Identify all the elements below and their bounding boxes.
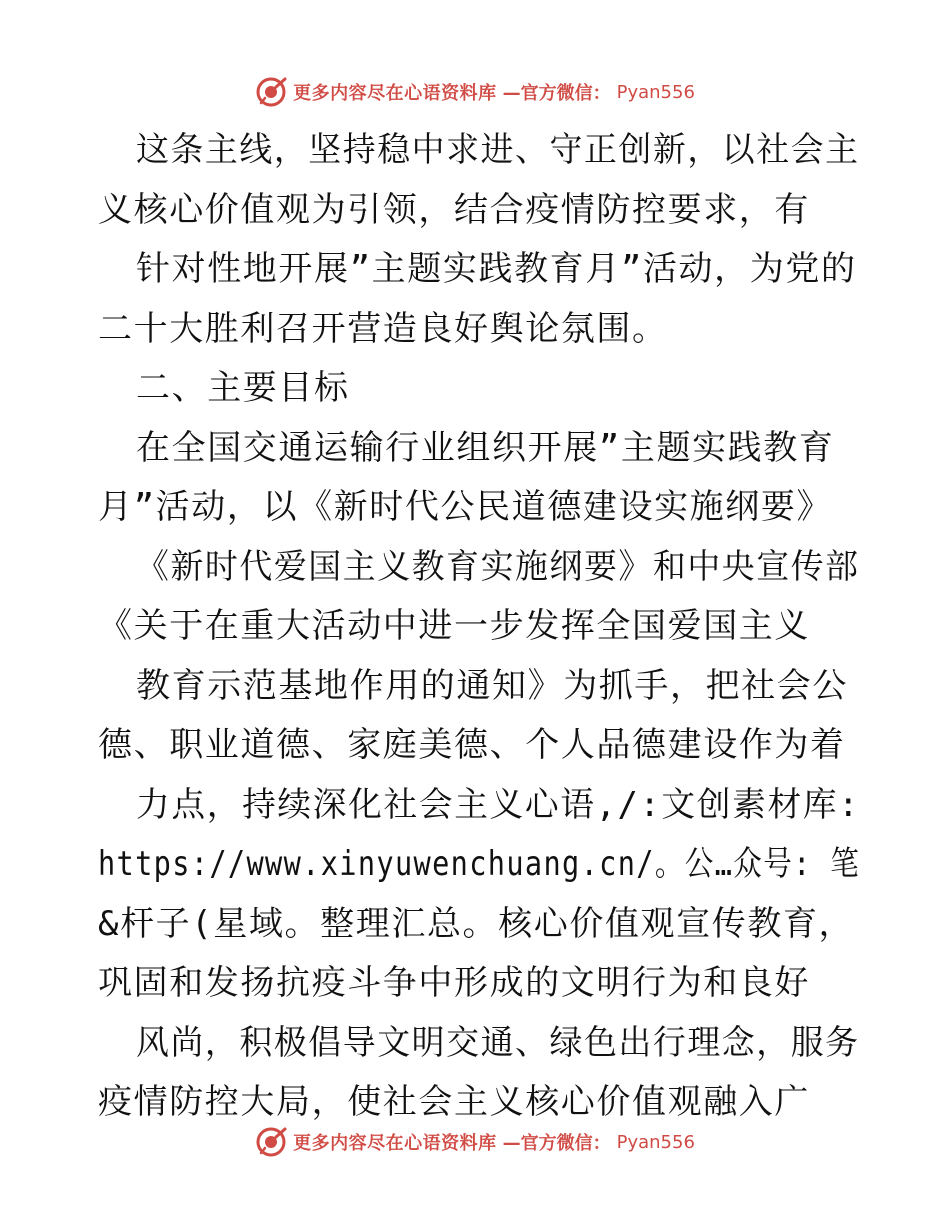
paragraph-line: 风尚，积极倡导文明交通、绿色出行理念，服务 [136,1022,860,1063]
paragraph-line: 义核心价值观为引领，结合疫情防控要求，有 [98,189,810,230]
paragraph-line: 针对性地开展”主题实践教育月”活动，为党的 [136,249,857,289]
watermark-library-text: 更多内容尽在心语资料库 [293,1133,497,1154]
paragraph-line: 二十大胜利召开营造良好舆论氛围。 [98,308,668,349]
watermark-official-label: —官方微信： [502,1133,611,1154]
paragraph-line: 在全国交通运输行业组织开展”主题实践教育 [136,427,835,468]
watermark-wechat-id: Pyan556 [616,81,695,103]
paragraph-line: 力点，持续深化社会主义心语,/:文创素材库: [136,784,861,825]
paragraph-line: 德、职业道德、家庭美德、个人品德建设作为着 [98,725,846,765]
watermark-wechat-id: Pyan556 [616,1131,695,1153]
paragraph-line: &杆子(星域。整理汇总。核心价值观宣传教育， [98,903,855,944]
paragraph-line: https://www.xinyuwenchuang.cn/。公…众号: 笔 [98,844,861,884]
paragraph-line: 二、主要目标 [136,368,350,408]
paragraph-line: 《关于在重大活动中进一步发挥全国爱国主义 [98,606,810,646]
mouse-pen-logo-icon [255,1126,287,1158]
paragraph-line: 巩固和发扬抗疫斗争中形成的文明行为和良好 [98,963,810,1003]
watermark-library-text: 更多内容尽在心语资料库 [293,83,497,104]
header-watermark [0,74,950,110]
paragraph-line: 月”活动，以《新时代公民道德建设实施纲要》 [98,487,833,527]
footer-watermark [0,1124,950,1160]
paragraph-line: 这条主线，坚持稳中求进、守正创新，以社会主 [136,130,860,170]
paragraph-line: 疫情防控大局，使社会主义核心价值观融入广 [98,1082,810,1122]
paragraph-line: 《新时代爱国主义教育实施纲要》和中央宣传部 [136,546,860,587]
watermark-official-label: —官方微信： [502,83,611,104]
paragraph-line: 教育示范基地作用的通知》为抓手，把社会公 [136,665,848,706]
mouse-pen-logo-icon [255,76,287,108]
